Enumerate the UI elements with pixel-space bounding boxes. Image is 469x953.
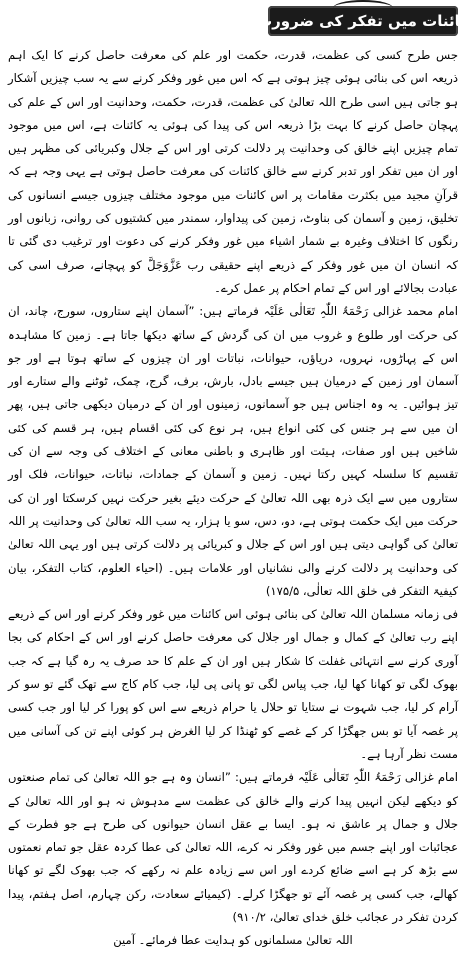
- paragraph-1: جس طرح کسی کی عظمت، قدرت، حکمت اور علم کی معرفت حاصل کرنے کا ایک اہم ذریعہ اس کی بنائی ہوئی چیز ہوتی ہے کہ اس میں غور وفکر کرنے سے یہ سب چیزیں آشکار ہو جاتی ہیں اسی طرح اللہ تعالیٰ کی عظمت، قدرت، حکمت، وحدانیت اور اس کے علم کی پہچان حاصل کرنے کا بہت بڑا ذریعہ اس کی پیدا کی ہوئی یہ کائنات ہے، اس میں موجود تمام چیزیں اپنے خالق کی وحدانیت پر دلالت کرتی اور اس کے جلال وکبریائی کی مظہر ہیں اور ان میں تفکر اور تدبر کرنے سے خالق کائنات کی معرفت حاصل ہوتی ہے یہی وجہ ہے کہ قرآنِ مجید میں بکثرت مقامات پر اس کائنات میں موجود مختلف چیزوں جیسے انسانوں کی تخلیق، زمین و آسمان کی بناوٹ، زمین کی پیداوار، سمندر میں کشتیوں کی روانی، زبانوں اور رنگوں کا اختلاف وغیرہ بے شمار اشیاء میں غور وفکر کرنے کی دعوت اور ترغیب دی گئی تا کہ انسان ان میں غور وفکر کے ذریعے اپنے حقیقی رب عَزَّوَجَلَّ کو پہچانے، صرف اسی کی عبادت بجالائے اور اس کے تمام احکام پر عمل کرے۔: [8, 48, 458, 295]
- title-banner: [257, 6, 469, 36]
- paragraph-4: امام غزالی رَحْمَۃُ اللّٰہِ تَعَالٰی عَلَیْہ فرماتے ہیں: ”انسان وہ ہے جو اللہ تعالیٰ کی تمام صنعتوں کو دیکھے لیکن انہیں پیدا کرنے والے خالق کی عظمت سے مدہوش نہ ہو اور اللہ تعالیٰ کے جلال و جمال پر عاشق نہ ہو۔ ایسا بے عقل انسان حیوانوں کی طرح ہے جو فطرت کے عجائبات اور اپنے جسم میں غور وفکر نہ کرے، اللہ تعالیٰ کی عطا کردہ عقل جو تمام نعمتوں سے بڑھ کر ہے اسے ضائع کردے اور اس سے زیادہ علم نہ رکھے کہ جب بھوک لگے تو کھانا کھالے، جب کسی پر غصہ آئے تو جھگڑا کرلے۔ (کیمیائے سعادت، رکن چہارم، اصل ہفتم، پیدا کردن تفکر در عجائب خلق خدای تعالیٰ، ۹۱۰/۲): [8, 770, 458, 924]
- closing-prayer: اللہ تعالیٰ مسلمانوں کو ہدایت عطا فرمائے۔ آمین: [113, 933, 353, 948]
- page-title: کائنات میں تفکر کی ضرورت: [257, 12, 469, 30]
- article-body: [8, 44, 458, 948]
- paragraph-2: امام محمد غزالی رَحْمَۃُ اللّٰہِ تَعَالٰی عَلَیْہ فرماتے ہیں: ”آسمان اپنے ستاروں، سورج، چاند، ان کی حرکت اور طلوع و غروب میں ان کی گردش کے ساتھ دیکھا جاتا ہے۔ زمین کا مشاہدہ اس کے پہاڑوں، نہروں، دریاؤں، حیوانات، نباتات اور ان چیزوں کے ساتھ ہوتا ہے اور جو آسمان اور زمین کے درمیان ہیں جیسے بادل، بارش، برف، گرج، چمک، ٹوٹنے والے ستارے اور تیز ہوائیں۔ یہ وہ اجناس ہیں جو آسمانوں، زمینوں اور ان کے درمیان دیکھی جاتی ہیں، پھر ان میں سے ہر جنس کی کئی انواع ہیں، ہر نوع کی کئی اقسام ہیں، ہر قسم کی کئی شاخیں ہیں اور صفات، ہیئت اور ظاہری و باطنی معانی کے اختلاف کی وجہ سے ان کی تقسیم کا سلسلہ کہیں رکتا نہیں۔ زمین و آسمان کے جمادات، نباتات، حیوانات، فلک اور ستاروں میں سے ایک ذرہ بھی اللہ تعالیٰ کے حرکت دیئے بغیر حرکت نہیں کرسکتا اور ان کی حرکت میں ایک حکمت ہوتی ہے، دو، دس، سو یا ہزار، یہ سب اللہ تعالیٰ کی وحدانیت پر اللہ تعالیٰ کی گواہی دیتی ہیں اور اس کے جلال و کبریائی پر دلالت کرتی ہیں اور یہی اللہ تعالیٰ کی وحدانیت پر دلالت کرنے والی نشانیاں اور علامات ہیں۔ (احیاء العلوم، کتاب التفکر، بیان کیفیۃ التفکر فی خلق اللہ تعالٰی، ۱۷۵/۵): [8, 304, 458, 598]
- title-ornament: [333, 0, 393, 16]
- paragraph-3: فی زمانہ مسلمان اللہ تعالیٰ کی بنائی ہوئی اس کائنات میں غور وفکر کرنے اور اس کے ذریعے اپنے رب تعالیٰ کے کمال و جمال اور جلال کی معرفت حاصل کرنے اور اس کے احکام کی بجا آوری کرنے سے انتہائی غفلت کا شکار ہیں اور ان کے علم کا حد صرف یہ رہ گیا ہے کہ جب بھوک لگی تو کھانا کھا لیا، جب پیاس لگی تو پانی پی لیا، جب کام کاج سے تھک گئے تو سو کر آرام کر لیا، جب شہوت نے ستایا تو حلال یا حرام ذریعے سے اس کو پورا کر لیا اور جب کسی پر غصہ آیا تو بس جھگڑا کر کے غصے کو ٹھنڈا کر لیا الغرض ہر کوئی اپنے تن کی آسانی میں مست نظر آرہا ہے۔: [8, 607, 458, 761]
